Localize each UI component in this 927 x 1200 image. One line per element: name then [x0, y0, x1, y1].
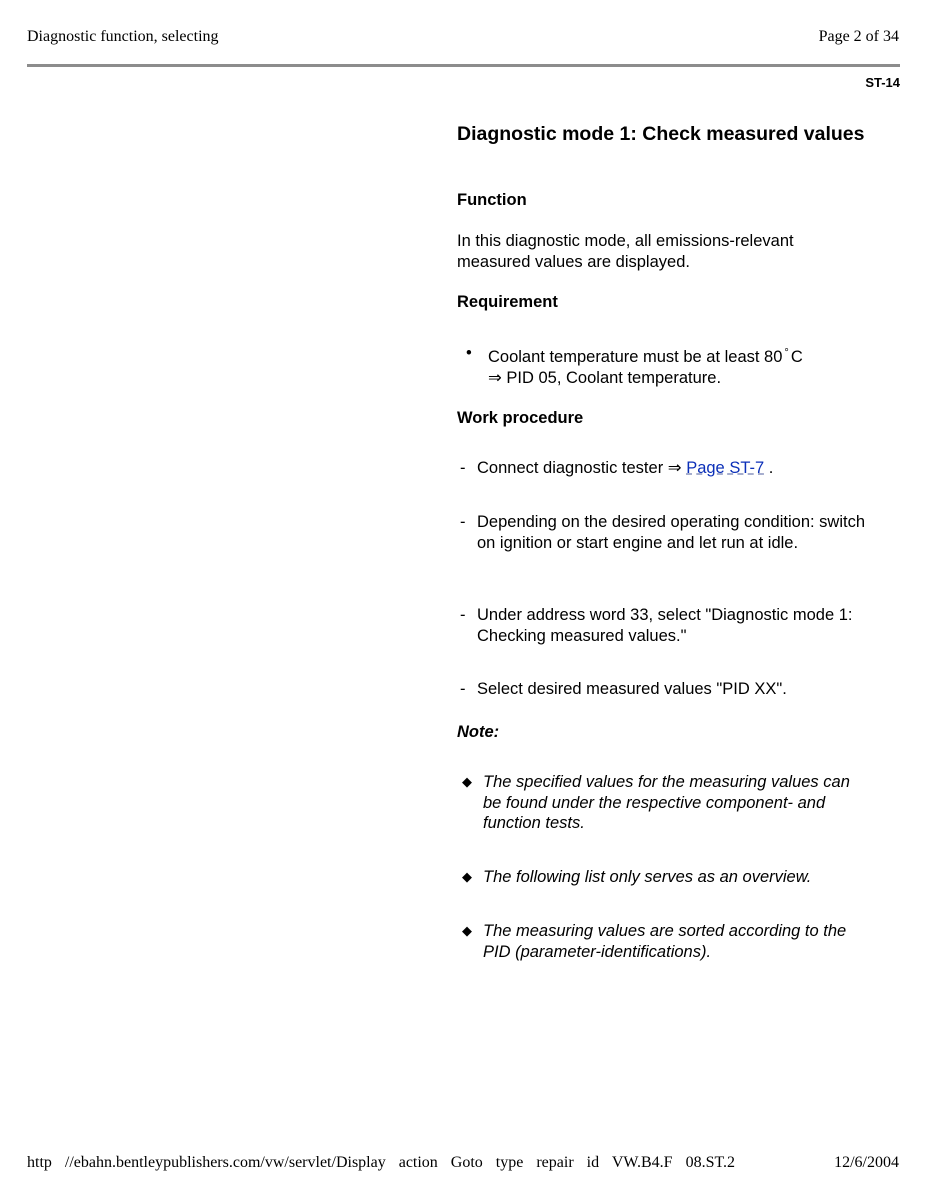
note-item	[457, 921, 867, 962]
note-text: The specified values for the measuring values can be found under the respective component- and function tests.	[483, 773, 850, 832]
header-divider	[27, 64, 900, 67]
diamond-bullet-icon: ◆	[462, 774, 472, 789]
page-number: Page 2 of 34	[818, 28, 899, 45]
step-text: Connect diagnostic tester ⇒	[477, 459, 682, 477]
main-content	[457, 123, 877, 961]
dash-marker: -	[460, 459, 466, 477]
requirement-text-b: C	[790, 348, 803, 366]
diamond-bullet-icon: ◆	[462, 869, 472, 884]
requirement-item	[457, 343, 867, 388]
bullet-icon: •	[466, 344, 472, 362]
dash-marker: -	[460, 513, 466, 531]
procedure-step	[457, 605, 867, 646]
degree-symbol: °	[784, 347, 789, 359]
note-heading: Note:	[457, 723, 500, 741]
document-title: Diagnostic function, selecting	[27, 28, 219, 45]
note-text: The measuring values are sorted according to the PID (parameter-identifications).	[483, 922, 847, 961]
procedure-step	[457, 512, 867, 553]
step-text: Under address word 33, select "Diagnostic mode 1: Checking measured values."	[477, 606, 853, 645]
footer-date: 12/6/2004	[834, 1154, 899, 1171]
step-text: Select desired measured values "PID XX".	[477, 680, 787, 698]
page-heading: Diagnostic mode 1: Check measured values	[457, 123, 865, 145]
diamond-bullet-icon: ◆	[462, 923, 472, 938]
dash-marker: -	[460, 680, 466, 698]
work-procedure-heading: Work procedure	[457, 409, 584, 427]
requirement-text-a: Coolant temperature must be at least 80	[488, 348, 783, 366]
function-heading: Function	[457, 191, 527, 209]
note-text: The following list only serves as an overview.	[483, 868, 812, 886]
procedure-step	[457, 458, 867, 479]
note-item	[457, 867, 867, 888]
requirement-text	[488, 343, 867, 388]
function-text: In this diagnostic mode, all emissions-relevant measured values are displayed.	[457, 232, 794, 271]
note-item	[457, 772, 867, 834]
procedure-step	[457, 679, 867, 700]
page-code: ST-14	[865, 75, 900, 90]
requirement-heading: Requirement	[457, 293, 558, 311]
step-text: Depending on the desired operating condition: switch on ignition or start engine and let run at idle.	[477, 513, 866, 552]
page-st-7-link[interactable]: Page ST-7	[686, 459, 765, 477]
requirement-text-c: ⇒ PID 05, Coolant temperature.	[488, 368, 722, 387]
dash-marker: -	[460, 606, 466, 624]
footer-url: http //ebahn.bentleypublishers.com/vw/servlet/Display action Goto type repair id VW.B4.F 08.ST.2	[27, 1154, 736, 1171]
step-end: .	[768, 459, 774, 477]
